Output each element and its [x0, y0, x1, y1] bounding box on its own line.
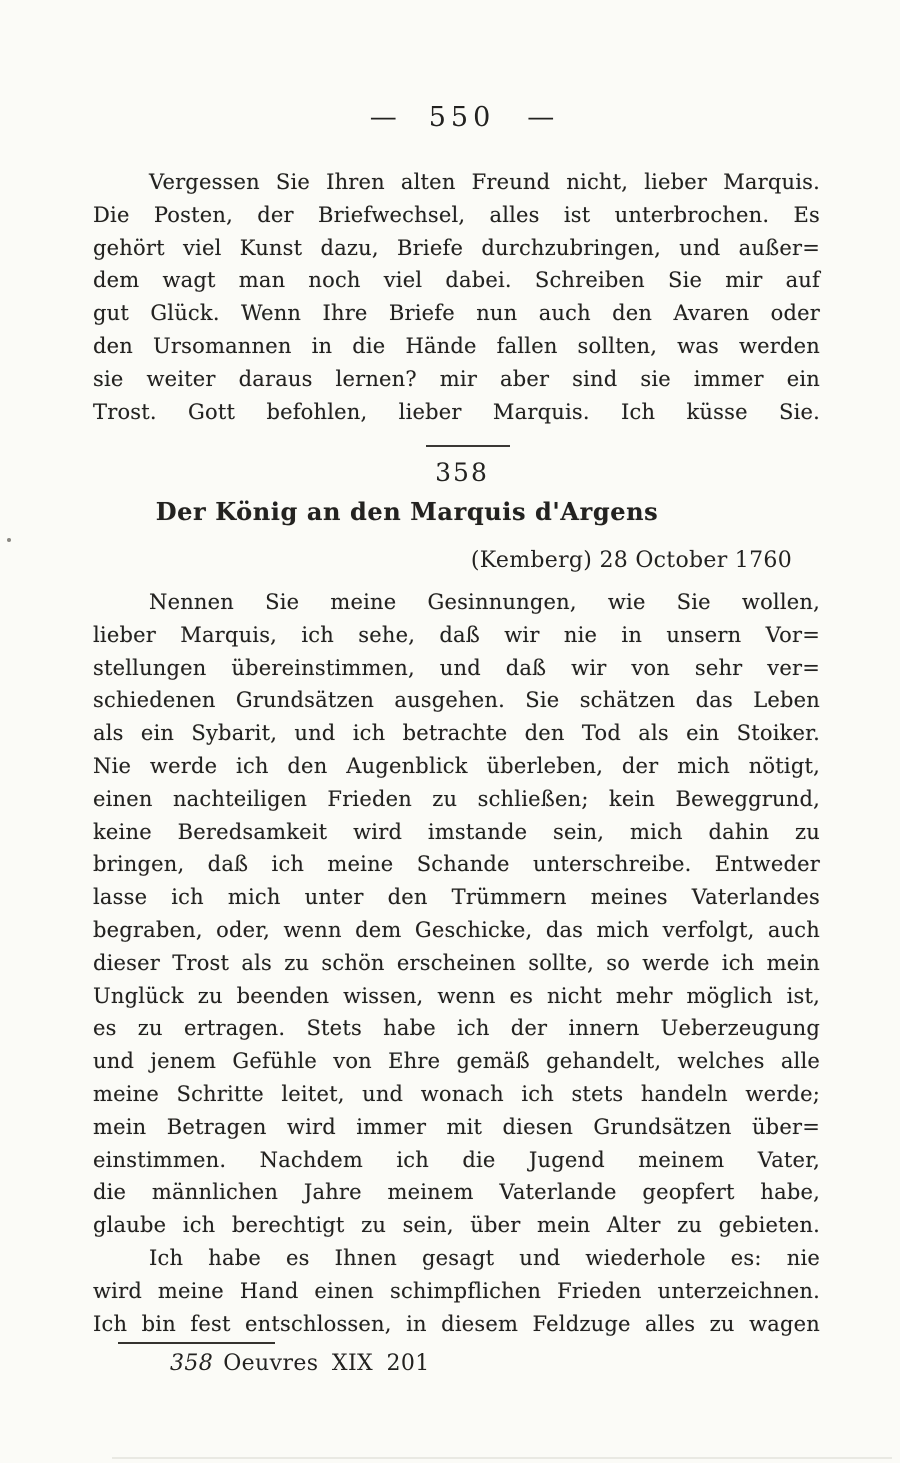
text-line: keine Beredsamkeit wird imstande sein, mich dahin zu [93, 819, 820, 844]
text-line: lieber Marquis, ich sehe, daß wir nie in unsern Vor= [93, 622, 820, 647]
text-line: gehört viel Kunst dazu, Briefe durchzubringen, und außer= [93, 235, 820, 260]
letter-title: Der König an den Marquis d'Argens [155, 497, 659, 526]
letter-number: 358 [435, 458, 489, 487]
text-line: wird meine Hand einen schimpflichen Frieden unterzeichnen. [93, 1278, 820, 1303]
page-number: 550 [428, 102, 496, 133]
footnote-reference: Oeuvres XIX 201 [223, 1351, 430, 1376]
paragraph-2 [93, 586, 820, 1242]
text-line: lasse ich mich unter den Trümmern meines Vaterlandes [93, 885, 820, 910]
page-bottom-edge [112, 1457, 892, 1459]
text-line: dem wagt man noch viel dabei. Schreiben Sie mir auf [93, 268, 820, 293]
text-line: glaube ich berechtigt zu sein, über mein Alter zu gebieten. [93, 1213, 820, 1238]
scan-speck [7, 538, 11, 542]
text-line: gut Glück. Wenn Ihre Briefe nun auch den Avaren oder [93, 301, 820, 326]
text-line: und jenem Gefühle von Ehre gemäß gehandelt, welches alle [93, 1049, 820, 1074]
text-line: schiedenen Grundsätzen ausgehen. Sie schätzen das Leben [93, 688, 820, 713]
text-line: die männlichen Jahre meinem Vaterlande geopfert habe, [93, 1180, 820, 1205]
letter-dateline: (Kemberg) 28 October 1760 [470, 548, 792, 573]
text-line: Ich habe es Ihnen gesagt und wiederhole es: nie [149, 1246, 820, 1270]
header-dash-left: — [369, 102, 397, 133]
text-line: sie weiter daraus lernen? mir aber sind sie immer ein [93, 366, 820, 391]
text-line: mein Betragen wird immer mit diesen Grundsätzen über= [93, 1114, 820, 1139]
text-line: den Ursomannen in die Hände fallen sollten, was werden [93, 333, 820, 358]
text-line: dieser Trost als zu schön erscheinen sollte, so werde ich mein [93, 950, 820, 975]
footnote-rule [118, 1342, 275, 1344]
text-line: Die Posten, der Briefwechsel, alles ist unterbrochen. Es [93, 202, 820, 227]
text-line: Vergessen Sie Ihren alten Freund nicht, lieber Marquis. [149, 170, 820, 194]
text-line: meine Schritte leitet, und wonach ich stets handeln werde; [93, 1081, 820, 1106]
text-line: Unglück zu beenden wissen, wenn es nicht mehr möglich ist, [93, 983, 820, 1008]
text-line: Ich bin fest entschlossen, in diesem Feldzuge alles zu wagen [93, 1311, 820, 1336]
text-line: Trost. Gott befohlen, lieber Marquis. Ich küsse Sie. [93, 399, 820, 424]
paragraph-3 [93, 1242, 820, 1340]
paragraph-1 [93, 166, 820, 428]
header-dash-right: — [527, 102, 555, 133]
text-line: stellungen übereinstimmen, und daß wir von sehr ver= [93, 655, 820, 680]
text-line: einen nachteiligen Frieden zu schließen; kein Beweggrund, [93, 786, 820, 811]
text-line: als ein Sybarit, und ich betrachte den Tod als ein Stoiker. [93, 721, 820, 746]
footnote-number: 358 [170, 1351, 214, 1376]
text-line: bringen, daß ich meine Schande unterschreibe. Entweder [93, 852, 820, 877]
text-line: Nennen Sie meine Gesinnungen, wie Sie wollen, [149, 590, 820, 614]
footnote [170, 1351, 430, 1376]
text-line: es zu ertragen. Stets habe ich der innern Ueberzeugung [93, 1016, 820, 1041]
page-header [370, 102, 555, 133]
text-line: begraben, oder, wenn dem Geschicke, das mich verfolgt, auch [93, 917, 820, 942]
text-line: einstimmen. Nachdem ich die Jugend meinem Vater, [93, 1147, 820, 1172]
text-line: Nie werde ich den Augenblick überleben, der mich nötigt, [93, 753, 820, 778]
section-separator-rule [426, 445, 510, 447]
